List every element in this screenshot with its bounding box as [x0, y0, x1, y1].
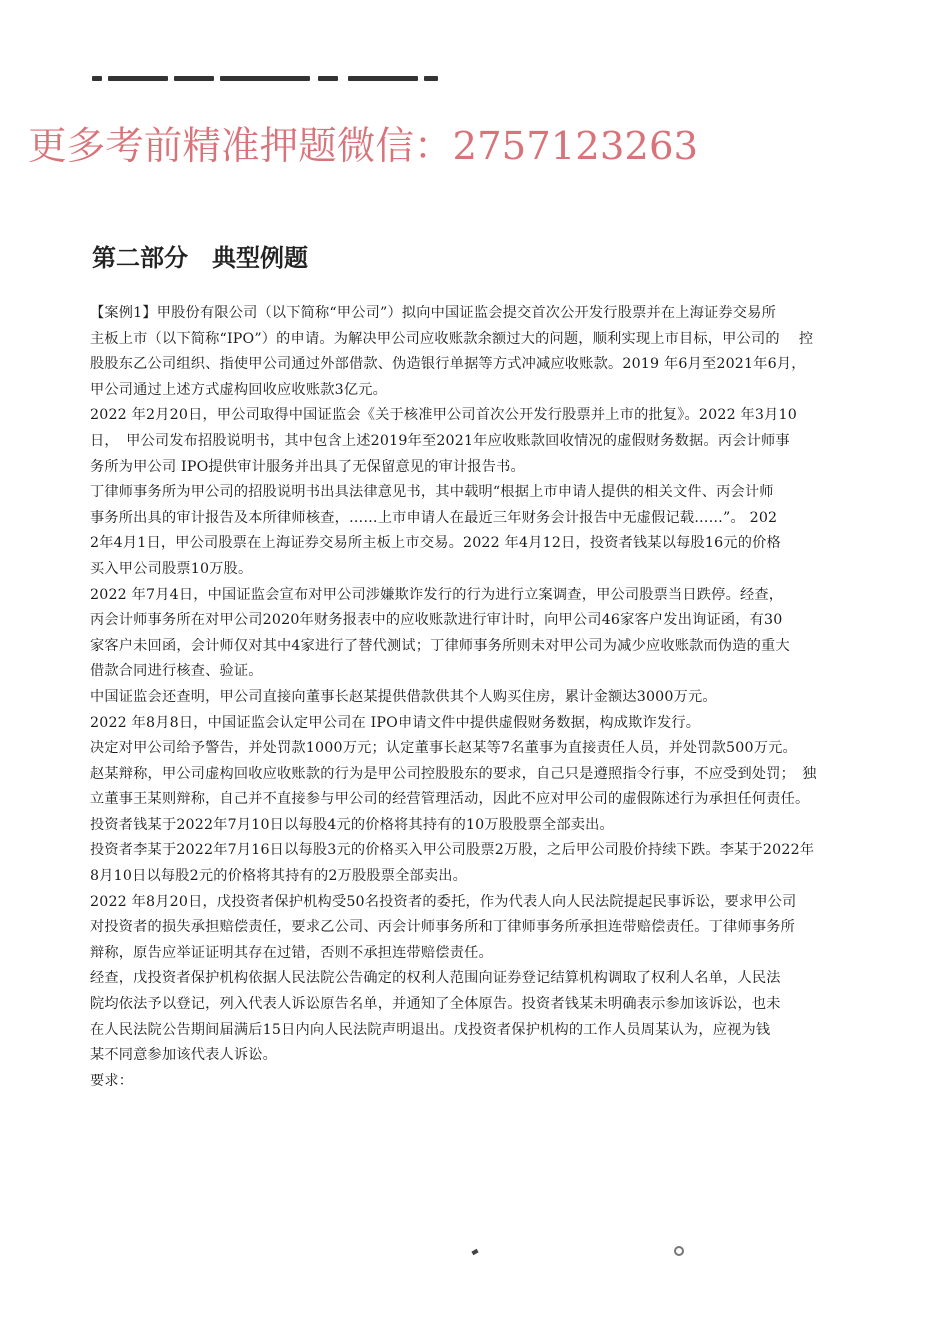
- section-title: 第二部分 典型例题: [92, 243, 308, 272]
- text-line: 股股东乙公司组织、指使甲公司通过外部借款、伪造银行单据等方式冲减应收账款。2019 年6月至2021年6月，: [90, 356, 806, 373]
- text-line: 院均依法予以登记，列入代表人诉讼原告名单，并通知了全体原告。投资者钱某未明确表示参加该诉讼，也未: [90, 996, 781, 1013]
- text-line: 丁律师事务所为甲公司的招股说明书出具法律意见书，其中载明“根据上市申请人提供的相关文件、丙会计师: [90, 484, 774, 501]
- footer-mark: [471, 1249, 478, 1255]
- text-line: 务所为甲公司 IPO提供审计服务并出具了无保留意见的审计报告书。: [90, 458, 525, 475]
- text-line: 8月10日以每股2元的价格将其持有的2万股股票全部卖出。: [90, 868, 468, 885]
- text-line: 【案例1】甲股份有限公司（以下简称“甲公司”）拟向中国证监会提交首次公开发行股票并在上海证券交易所: [90, 305, 776, 321]
- text-line: 对投资者的损失承担赔偿责任，要求乙公司、丙会计师事务所和丁律师事务所承担连带赔偿责任。丁律师事务所: [90, 919, 795, 936]
- text-line: 2022 年8月8日，中国证监会认定甲公司在 IPO申请文件中提供虚假财务数据，构成欺诈发行。: [90, 714, 701, 731]
- text-line: 赵某辩称，甲公司虚构回收应收账款的行为是甲公司控股股东的要求，自己只是遵照指令行事，不应受到处罚； 独: [90, 765, 817, 782]
- text-line: 某不同意参加该代表人诉讼。: [90, 1047, 278, 1064]
- text-line: 投资者李某于2022年7月16日以每股3元的价格买入甲公司股票2万股，之后甲公司股价持续下跌。李某于2022年: [90, 842, 815, 859]
- text-line: 借款合同进行核查、验证。: [90, 663, 263, 680]
- text-line: 要求：: [90, 1072, 134, 1089]
- text-line: 甲公司通过上述方式虚构回收应收账款3亿元。: [90, 381, 387, 398]
- text-line: 买入甲公司股票10万股。: [90, 560, 253, 577]
- text-line: 决定对甲公司给予警告，并处罚款1000万元；认定董事长赵某等7名董事为直接责任人员，并处罚款500万元。: [90, 740, 797, 757]
- text-line: 在人民法院公告期间届满后15日内向人民法院声明退出。戊投资者保护机构的工作人员周某认为，应视为钱: [90, 1021, 771, 1038]
- text-line: 2022 年2月20日，甲公司取得中国证监会《关于核准甲公司首次公开发行股票并上市的批复》。2022 年3月10: [90, 407, 797, 424]
- text-line: 投资者钱某于2022年7月10日以每股4元的价格将其持有的10万股股票全部卖出。: [90, 816, 614, 833]
- text-line: 主板上市（以下简称“IPO”）的申请。为解决甲公司应收账款余额过大的问题，顺利实现上市目标，甲公司的 控: [90, 330, 814, 347]
- text-line: 2022 年8月20日，戊投资者保护机构受50名投资者的委托，作为代表人向人民法院提起民事诉讼，要求甲公司: [90, 893, 797, 910]
- text-line: 日， 甲公司发布招股说明书，其中包含上述2019年至2021年应收账款回收情况的虚假财务数据。丙会计师事: [90, 432, 790, 449]
- text-line: 经查，戊投资者保护机构依据人民法院公告确定的权利人范围向证券登记结算机构调取了权利人名单，人民法: [90, 970, 781, 987]
- text-line: 2年4月1日，甲公司股票在上海证券交易所主板上市交易。2022 年4月12日，投资者钱某以每股16元的价格: [90, 535, 781, 552]
- text-line: 丙会计师事务所在对甲公司2020年财务报表中的应收账款进行审计时，向甲公司46家客户发出询证函，有30: [90, 612, 783, 629]
- text-line: 立董事王某则辩称，自己并不直接参与甲公司的经营管理活动，因此不应对甲公司的虚假陈述行为承担任何责任。: [90, 791, 810, 808]
- top-header-scribble: [92, 72, 442, 84]
- watermark-text: 更多考前精准押题微信：2757123263: [28, 124, 699, 169]
- text-line: 辩称，原告应举证证明其存在过错，否则不承担连带赔偿责任。: [90, 944, 493, 961]
- text-line: 家客户未回函，会计师仅对其中4家进行了替代测试；丁律师事务所则未对甲公司为减少应收账款而伪造的重大: [90, 637, 790, 654]
- text-line: 中国证监会还查明，甲公司直接向董事长赵某提供借款供其个人购买住房，累计金额达3000万元。: [90, 688, 717, 705]
- case-body: [90, 301, 910, 1094]
- footer-circle-icon: [674, 1246, 684, 1256]
- text-line: 事务所出具的审计报告及本所律师核查，……上市申请人在最近三年财务会计报告中无虚假记载……”。 202: [90, 509, 778, 526]
- text-line: 2022 年7月4日，中国证监会宣布对甲公司涉嫌欺诈发行的行为进行立案调查，甲公司股票当日跌停。经查，: [90, 586, 784, 603]
